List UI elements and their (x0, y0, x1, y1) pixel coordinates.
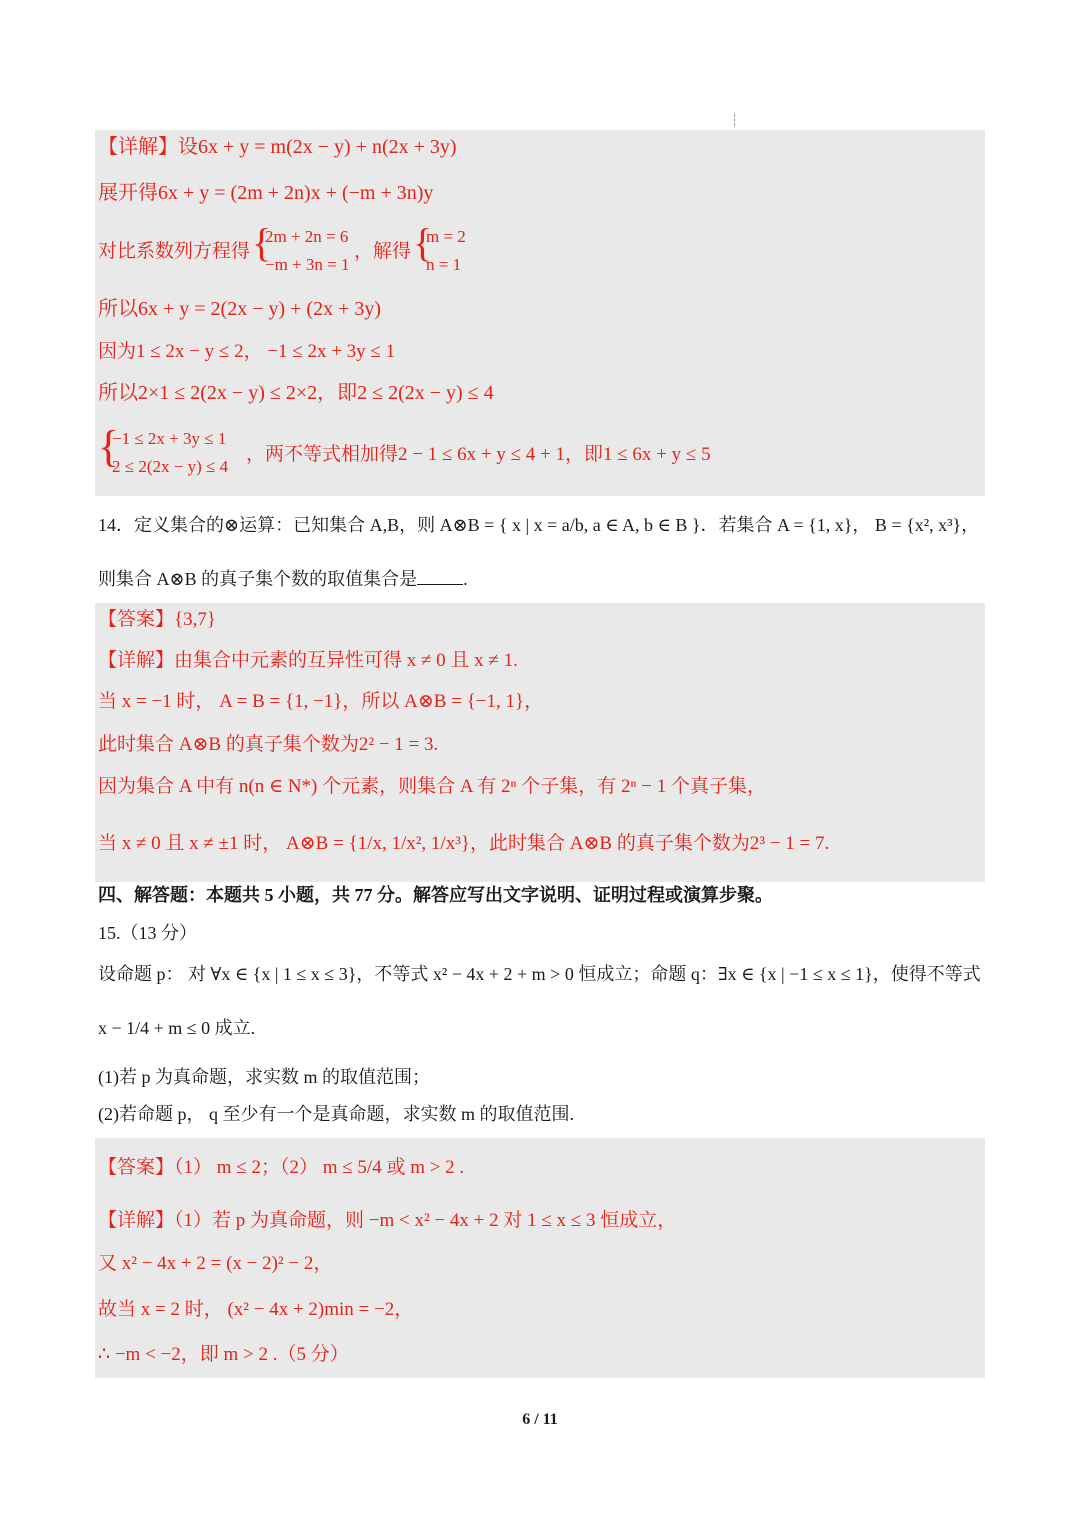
question-15-line-2: x − 1/4 + m ≤ 0 成立. (98, 1018, 256, 1038)
box1-line-3-solve: ，解得 (354, 241, 412, 262)
box1-line-4: 所以6x + y = 2(2x − y) + (2x + 3y) (98, 298, 382, 320)
box3-line-3: 又 x² − 4x + 2 = (x − 2)² − 2， (98, 1253, 333, 1274)
section-heading: 四、解答题：本题共 5 小题，共 77 分。解答应写出文字说明、证明过程或演算步聚。 (98, 885, 773, 905)
question-15-part-2: (2)若命题 p， q 至少有一个是真命题，求实数 m 的取值范围. (98, 1104, 574, 1124)
question-14-period: . (463, 569, 468, 589)
box1-line-1: 【详解】设6x + y = m(2x − y) + n(2x + 3y) (98, 136, 457, 158)
system-2-bottom: n = 1 (426, 255, 462, 274)
brace-left-2: { (413, 220, 433, 265)
system-1-top: 2m + 2n = 6 (265, 227, 349, 246)
box2-line-6: 当 x ≠ 0 且 x ≠ ±1 时， A⊗B = {1/x, 1/x², 1/x³}，此时集合 A⊗B 的真子集个数为2³ − 1 = 7. (98, 833, 830, 854)
box1-line-2: 展开得6x + y = (2m + 2n)x + (−m + 3n)y (98, 182, 434, 204)
system-2-top: m = 2 (426, 227, 466, 246)
page-number: 6 / 11 (522, 1411, 558, 1428)
box2-line-4: 此时集合 A⊗B 的真子集个数为2² − 1 = 3. (98, 734, 439, 755)
box1-line-5: 因为1 ≤ 2x − y ≤ 2， −1 ≤ 2x + 3y ≤ 1 (98, 341, 396, 362)
question-14-line-1: 14．定义集合的⊗运算：已知集合 A,B，则 A⊗B = { x | x = a/b, a ∈ A, b ∈ B }．若集合 A = {1, x}， B = {x², x³}， (98, 515, 980, 535)
system-3-top: −1 ≤ 2x + 3y ≤ 1 (112, 429, 227, 448)
box2-line-5: 因为集合 A 中有 n(n ∈ N*) 个元素，则集合 A 有 2ⁿ 个子集，有 2ⁿ − 1 个真子集， (98, 776, 766, 797)
box1-line-7: ，两不等式相加得2 − 1 ≤ 6x + y ≤ 4 + 1，即1 ≤ 6x + y ≤ 5 (246, 444, 711, 465)
brace-left-1: { (252, 220, 272, 265)
system-3-bottom: 2 ≤ 2(2x − y) ≤ 4 (112, 457, 229, 476)
box3-answer: 【答案】（1） m ≤ 2；（2） m ≤ 5/4 或 m > 2 . (98, 1157, 465, 1178)
box1-line-3-label: 对比系数列方程得 (98, 241, 251, 262)
question-14-text: 则集合 A⊗B 的真子集个数的取值集合是 (98, 569, 418, 589)
question-14-line-2 (98, 570, 468, 588)
box2-line-3: 当 x = −1 时， A = B = {1, −1}，所以 A⊗B = {−1, 1}， (98, 691, 544, 712)
box3-line-4: 故当 x = 2 时， (x² − 4x + 2)min = −2， (98, 1299, 414, 1320)
box2-answer: 【答案】{3,7} (98, 609, 216, 630)
box3-line-2: 【详解】（1）若 p 为真命题，则 −m < x² − 4x + 2 对 1 ≤ x ≤ 3 恒成立， (98, 1210, 677, 1231)
question-15-line-1: 设命题 p： 对 ∀x ∈ {x | 1 ≤ x ≤ 3}，不等式 x² − 4x + 2 + m > 0 恒成立；命题 q：∃x ∈ {x | −1 ≤ x ≤ 1}，使得不等式 (98, 964, 981, 984)
box1-line-6: 所以2×1 ≤ 2(2x − y) ≤ 2×2，即2 ≤ 2(2x − y) ≤ 4 (98, 382, 494, 404)
header-tick-mark (734, 114, 736, 126)
system-1-bottom: −m + 3n = 1 (265, 255, 350, 274)
question-15-part-1: (1)若 p 为真命题，求实数 m 的取值范围； (98, 1067, 430, 1087)
question-15-title: 15.（13 分） (98, 923, 197, 943)
brace-left-3: { (98, 422, 120, 471)
answer-blank (417, 570, 463, 585)
box2-line-2: 【详解】由集合中元素的互异性可得 x ≠ 0 且 x ≠ 1. (98, 650, 518, 671)
box3-line-5: ∴ −m < −2，即 m > 2 .（5 分） (98, 1344, 349, 1365)
